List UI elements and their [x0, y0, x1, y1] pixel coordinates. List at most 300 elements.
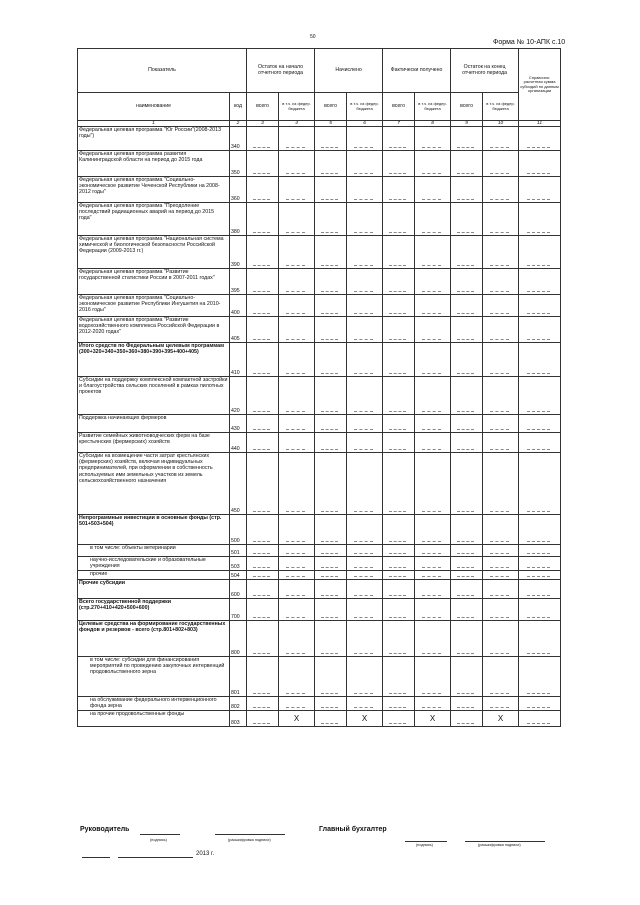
empty-dash [354, 707, 373, 708]
empty-dash [321, 313, 338, 314]
value-cell [519, 269, 561, 295]
empty-dash [354, 373, 373, 374]
head-signature-line [140, 833, 180, 835]
empty-dash [490, 429, 509, 430]
empty-dash [527, 339, 550, 340]
empty-dash [321, 511, 338, 512]
value-cell [483, 177, 519, 203]
empty-dash [490, 411, 509, 412]
head-label: Руководитель [80, 826, 130, 833]
value-cell [383, 177, 415, 203]
empty-dash [354, 411, 373, 412]
value-cell [383, 697, 415, 711]
empty-dash [457, 265, 474, 266]
empty-dash [527, 576, 550, 577]
empty-dash [457, 541, 474, 542]
empty-dash [422, 707, 441, 708]
value-cell [315, 269, 347, 295]
value-cell [415, 343, 451, 377]
value-cell [519, 621, 561, 657]
empty-dash [354, 429, 373, 430]
value-cell [315, 697, 347, 711]
empty-dash [253, 411, 270, 412]
value-cell [483, 697, 519, 711]
empty-dash [321, 617, 338, 618]
table-row [78, 317, 561, 343]
date-day-line [82, 856, 110, 858]
empty-dash [422, 291, 441, 292]
empty-dash [490, 291, 509, 292]
accountant-signature-line [405, 840, 447, 842]
value-cell [315, 711, 347, 727]
empty-dash [321, 553, 338, 554]
value-cell [279, 453, 315, 515]
empty-dash [457, 291, 474, 292]
value-cell [347, 236, 383, 269]
col-number: 1 [78, 121, 230, 127]
code-header: код [230, 93, 247, 121]
empty-dash [422, 541, 441, 542]
empty-dash [527, 313, 550, 314]
value-cell [383, 571, 415, 580]
value-cell [415, 545, 451, 557]
empty-dash [253, 232, 270, 233]
value-cell [483, 295, 519, 317]
empty-dash [527, 617, 550, 618]
empty-dash [490, 373, 509, 374]
empty-dash [354, 553, 373, 554]
empty-dash [253, 147, 270, 148]
value-cell [451, 269, 483, 295]
value-cell [483, 453, 519, 515]
sub-header: всего [451, 93, 483, 121]
empty-dash [490, 576, 509, 577]
value-cell [383, 269, 415, 295]
accountant-signature-caption: (подпись) [416, 843, 433, 847]
empty-dash [354, 541, 373, 542]
row-name: в том числе: субсидии для финансирования мероприятий по проведению закупочных интервенций продовольственного зерна [78, 657, 230, 697]
empty-dash [286, 265, 305, 266]
value-cell [247, 127, 279, 151]
value-cell [279, 545, 315, 557]
row-code: 395 [230, 269, 247, 295]
value-cell [347, 151, 383, 177]
value-cell [347, 177, 383, 203]
empty-dash [354, 449, 373, 450]
empty-dash [354, 265, 373, 266]
empty-dash [354, 147, 373, 148]
table-row [78, 295, 561, 317]
empty-dash [422, 595, 441, 596]
value-cell [279, 557, 315, 571]
empty-dash [286, 232, 305, 233]
empty-dash [490, 567, 509, 568]
empty-dash [389, 723, 406, 724]
value-cell [247, 177, 279, 203]
table-row [78, 621, 561, 657]
empty-dash [457, 429, 474, 430]
value-cell [383, 295, 415, 317]
value-cell [247, 621, 279, 657]
value-cell [315, 515, 347, 545]
value-cell [279, 697, 315, 711]
empty-dash [354, 232, 373, 233]
empty-dash [321, 147, 338, 148]
empty-dash [422, 693, 441, 694]
empty-dash [253, 653, 270, 654]
value-cell [279, 571, 315, 580]
empty-dash [321, 232, 338, 233]
empty-dash [354, 693, 373, 694]
empty-dash [457, 617, 474, 618]
empty-dash [527, 449, 550, 450]
empty-dash [286, 373, 305, 374]
empty-dash [457, 693, 474, 694]
value-cell [247, 599, 279, 621]
indicator-header: Показатель [78, 49, 247, 93]
value-cell [519, 415, 561, 433]
row-name: Поддержка начинающих фермеров [78, 415, 230, 433]
value-cell [451, 433, 483, 453]
empty-dash [389, 291, 406, 292]
form-label: Форма № 10-АПК с.10 [493, 39, 566, 46]
value-cell [483, 151, 519, 177]
empty-dash [527, 265, 550, 266]
date-year: 2013 г. [196, 851, 215, 857]
head-decode-caption: (расшифровка подписи) [228, 838, 271, 842]
empty-dash [389, 147, 406, 148]
table-row [78, 236, 561, 269]
empty-dash [286, 541, 305, 542]
empty-dash [286, 411, 305, 412]
empty-dash [527, 567, 550, 568]
empty-dash [321, 653, 338, 654]
value-cell [347, 571, 383, 580]
empty-dash [354, 576, 373, 577]
value-cell [383, 545, 415, 557]
value-cell [347, 343, 383, 377]
empty-dash [253, 265, 270, 266]
empty-dash [286, 595, 305, 596]
value-cell [519, 599, 561, 621]
col-number: 11 [519, 121, 561, 127]
empty-dash [389, 265, 406, 266]
empty-dash [527, 653, 550, 654]
empty-dash [490, 339, 509, 340]
value-cell [315, 453, 347, 515]
value-cell [415, 236, 451, 269]
value-cell [279, 343, 315, 377]
empty-dash [389, 707, 406, 708]
value-cell [383, 151, 415, 177]
empty-dash [422, 449, 441, 450]
value-cell [415, 433, 451, 453]
row-name: Федеральная целевая программа "Социально-экономическое развитие Республики Ингушетия на 2010-2016 годы" [78, 295, 230, 317]
value-cell [247, 545, 279, 557]
row-name: Федеральная целевая программа "Развитие водохозяйственного комплекса Российской Федерации в 2012-2020 годах" [78, 317, 230, 343]
empty-dash [490, 147, 509, 148]
table-row [78, 203, 561, 236]
empty-dash [490, 541, 509, 542]
group-header-end: Остаток на конец отчетного периода [451, 49, 519, 93]
value-cell [383, 203, 415, 236]
empty-dash [527, 541, 550, 542]
value-cell [315, 545, 347, 557]
date-month-line [118, 856, 193, 858]
empty-dash [527, 707, 550, 708]
empty-dash [422, 199, 441, 200]
value-cell [247, 343, 279, 377]
empty-dash [253, 693, 270, 694]
empty-dash [321, 693, 338, 694]
empty-dash [354, 291, 373, 292]
row-code: 800 [230, 621, 247, 657]
empty-dash [422, 653, 441, 654]
value-cell [247, 557, 279, 571]
empty-dash [389, 232, 406, 233]
empty-dash [389, 449, 406, 450]
value-cell [483, 557, 519, 571]
empty-dash [389, 411, 406, 412]
value-cell [315, 599, 347, 621]
empty-dash [422, 173, 441, 174]
value-cell [383, 343, 415, 377]
empty-dash [490, 449, 509, 450]
row-code: 803 [230, 711, 247, 727]
value-cell [483, 657, 519, 697]
value-cell [451, 377, 483, 415]
value-cell [315, 343, 347, 377]
value-cell [347, 515, 383, 545]
value-cell [451, 697, 483, 711]
empty-dash [321, 567, 338, 568]
value-cell [519, 317, 561, 343]
value-cell [247, 415, 279, 433]
value-cell [315, 557, 347, 571]
row-name: Федеральная целевая программа развития Калининградской области на период до 2015 года [78, 151, 230, 177]
empty-dash [490, 707, 509, 708]
empty-dash [253, 339, 270, 340]
sub-header: в т.ч. из федер. бюджета [279, 93, 315, 121]
x-mark: X [415, 711, 451, 727]
value-cell [483, 415, 519, 433]
x-mark: X [279, 711, 315, 727]
value-cell [315, 580, 347, 599]
value-cell [279, 317, 315, 343]
value-cell [451, 415, 483, 433]
empty-dash [321, 199, 338, 200]
value-cell [347, 415, 383, 433]
value-cell [247, 433, 279, 453]
value-cell [483, 621, 519, 657]
value-cell [519, 515, 561, 545]
value-cell [383, 433, 415, 453]
row-name: Субсидии на возмещение части затрат крестьянских (фермерских) хозяйств, включая индивидуальных предпринимателей, при оформлении в собственность используемых ими земельных участков из земель сельскохозяйственного назначения [78, 453, 230, 515]
value-cell [347, 453, 383, 515]
empty-dash [286, 693, 305, 694]
col-number: 7 [383, 121, 415, 127]
empty-dash [321, 265, 338, 266]
value-cell [315, 621, 347, 657]
group-header-received: Фактически получено [383, 49, 451, 93]
empty-dash [253, 576, 270, 577]
group-header-accrued: Начислено [315, 49, 383, 93]
value-cell [451, 580, 483, 599]
value-cell [451, 151, 483, 177]
row-code: 410 [230, 343, 247, 377]
empty-dash [490, 199, 509, 200]
empty-dash [354, 567, 373, 568]
value-cell [415, 317, 451, 343]
value-cell [383, 557, 415, 571]
value-cell [451, 557, 483, 571]
empty-dash [490, 617, 509, 618]
value-cell [247, 697, 279, 711]
value-cell [519, 236, 561, 269]
empty-dash [253, 313, 270, 314]
table-row [78, 377, 561, 415]
value-cell [415, 127, 451, 151]
empty-dash [321, 576, 338, 577]
value-cell [451, 571, 483, 580]
empty-dash [422, 511, 441, 512]
empty-dash [457, 313, 474, 314]
value-cell [347, 317, 383, 343]
value-cell [519, 657, 561, 697]
value-cell [519, 711, 561, 727]
value-cell [483, 236, 519, 269]
empty-dash [490, 232, 509, 233]
row-code: 440 [230, 433, 247, 453]
row-code: 700 [230, 599, 247, 621]
value-cell [451, 453, 483, 515]
empty-dash [457, 373, 474, 374]
page-number: 50 [310, 34, 316, 40]
value-cell [483, 377, 519, 415]
sub-header: в т.ч. из федер. бюджета [415, 93, 451, 121]
sub-header: в т.ч. из федер. бюджета [483, 93, 519, 121]
value-cell [451, 236, 483, 269]
empty-dash [490, 313, 509, 314]
empty-dash [457, 411, 474, 412]
empty-dash [286, 313, 305, 314]
empty-dash [354, 173, 373, 174]
empty-dash [389, 576, 406, 577]
value-cell [483, 127, 519, 151]
empty-dash [527, 147, 550, 148]
sub-header: всего [315, 93, 347, 121]
empty-dash [286, 707, 305, 708]
value-cell [415, 580, 451, 599]
value-cell [279, 127, 315, 151]
row-code: 600 [230, 580, 247, 599]
table-row [78, 343, 561, 377]
empty-dash [389, 173, 406, 174]
empty-dash [253, 449, 270, 450]
value-cell [247, 236, 279, 269]
value-cell [519, 127, 561, 151]
value-cell [383, 236, 415, 269]
value-cell [415, 599, 451, 621]
empty-dash [389, 617, 406, 618]
empty-dash [389, 429, 406, 430]
value-cell [279, 177, 315, 203]
value-cell [483, 433, 519, 453]
empty-dash [457, 707, 474, 708]
row-name: на обслуживание федерального интервенционного фонда зерна [78, 697, 230, 711]
value-cell [483, 343, 519, 377]
value-cell [519, 433, 561, 453]
row-code: 802 [230, 697, 247, 711]
empty-dash [286, 291, 305, 292]
col-number: 5 [315, 121, 347, 127]
empty-dash [422, 429, 441, 430]
empty-dash [457, 339, 474, 340]
empty-dash [253, 553, 270, 554]
table-row [78, 697, 561, 711]
row-name: научно-исследовательские и образовательные учреждения [78, 557, 230, 571]
value-cell [415, 269, 451, 295]
empty-dash [389, 553, 406, 554]
value-cell [415, 377, 451, 415]
table-row [78, 433, 561, 453]
empty-dash [321, 449, 338, 450]
empty-dash [527, 373, 550, 374]
value-cell [519, 453, 561, 515]
empty-dash [457, 147, 474, 148]
row-code: 340 [230, 127, 247, 151]
value-cell [279, 295, 315, 317]
value-cell [415, 697, 451, 711]
row-name: Федеральная целевая программа "Развитие государственной статистики России в 2007-2011 годах" [78, 269, 230, 295]
row-name: Всего государственной поддержки (стр.270+410+420+500+600) [78, 599, 230, 621]
row-name: Федеральная целевая программа "Социально-экономическое развитие Чеченской Республики на 2008-2012 годы" [78, 177, 230, 203]
reference-header: Справочно: расчетная сумма субсидий по данным организации [519, 49, 561, 121]
value-cell [383, 657, 415, 697]
chief-accountant-label: Главный бухгалтер [319, 826, 387, 833]
value-cell [347, 203, 383, 236]
value-cell [315, 433, 347, 453]
value-cell [279, 580, 315, 599]
value-cell [451, 657, 483, 697]
empty-dash [527, 232, 550, 233]
value-cell [315, 415, 347, 433]
row-name: Федеральная целевая программа "Юг России"(2008-2013 годы") [78, 127, 230, 151]
value-cell [451, 711, 483, 727]
sub-header: всего [383, 93, 415, 121]
value-cell [247, 269, 279, 295]
empty-dash [321, 723, 338, 724]
table-row [78, 599, 561, 621]
value-cell [383, 317, 415, 343]
empty-dash [253, 429, 270, 430]
row-code: 504 [230, 571, 247, 580]
value-cell [483, 545, 519, 557]
table-row [78, 515, 561, 545]
empty-dash [490, 553, 509, 554]
empty-dash [253, 291, 270, 292]
empty-dash [321, 541, 338, 542]
x-mark: X [347, 711, 383, 727]
value-cell [519, 177, 561, 203]
value-cell [519, 377, 561, 415]
empty-dash [321, 707, 338, 708]
value-cell [247, 203, 279, 236]
col-number: 2 [230, 121, 247, 127]
empty-dash [457, 199, 474, 200]
empty-dash [321, 595, 338, 596]
empty-dash [354, 511, 373, 512]
